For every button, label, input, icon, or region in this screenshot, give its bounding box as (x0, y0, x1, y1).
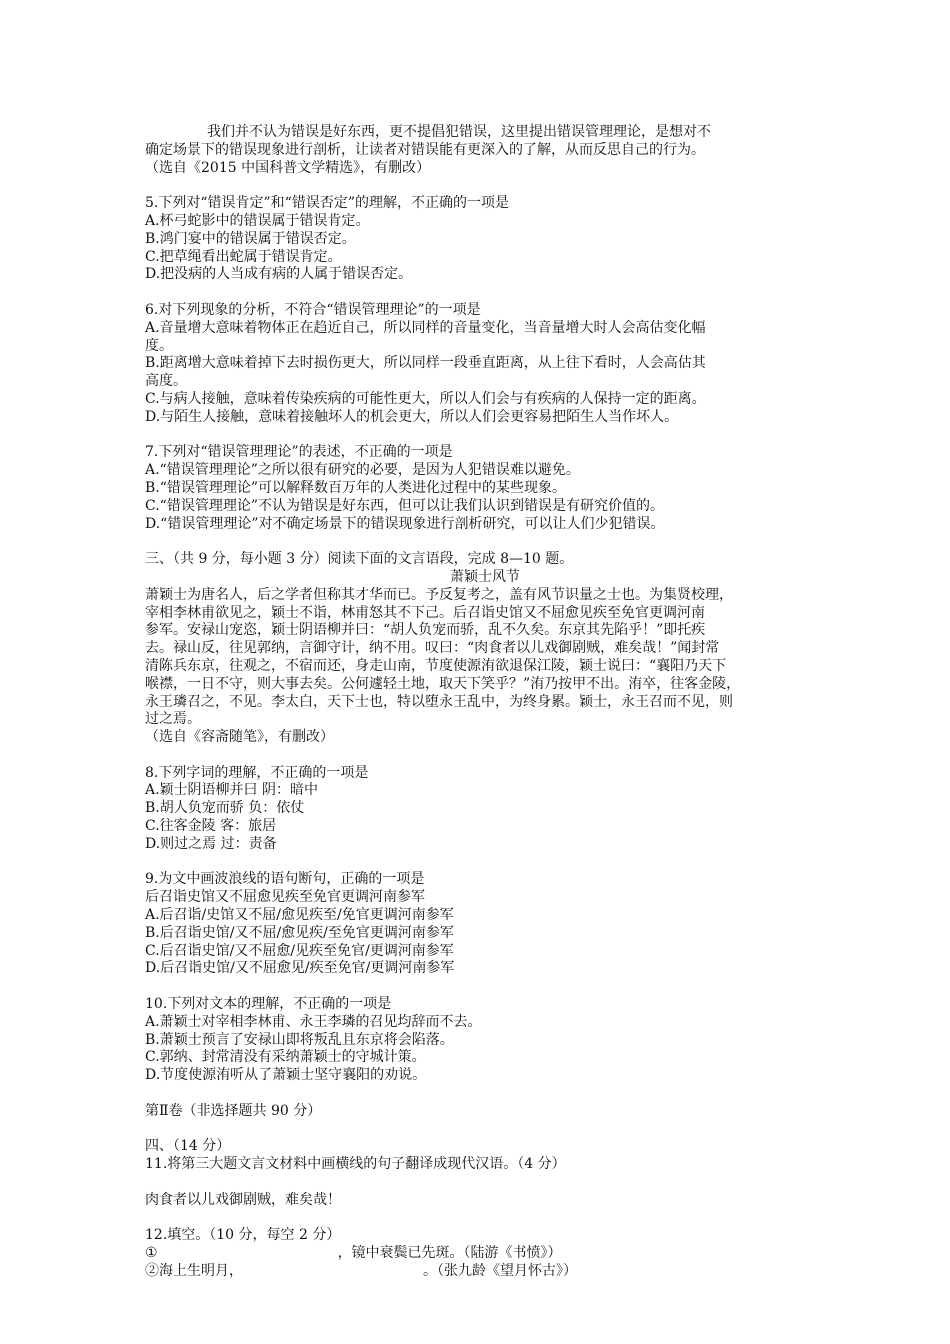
part-2-header: 第Ⅱ卷（非选择题共 90 分） (145, 1102, 322, 1119)
question-8 (145, 765, 825, 854)
item-text: ，镜中衰鬓已先斑。（陆游《书愤》） (337, 1245, 562, 1262)
section-3 (145, 551, 825, 747)
question-stem: 6.对下列现象的分析，不符合“错误管理理论”的一项是 (145, 301, 481, 318)
question-5 (145, 195, 825, 284)
question-stem: 7.下列对“错误管理理论”的表述，不正确的一项是 (145, 444, 453, 461)
item-text: 。（张九龄《望月怀古》） (423, 1263, 577, 1279)
option-b: B.萧颖士预言了安禄山即将叛乱且东京将会陷落。 (145, 1031, 454, 1048)
classical-text-line: 永王璘召之，不见。李太白，天下士也，特以堕永王乱中，为终身累。颖士，永王召而不见，则 (145, 693, 733, 710)
section-header: 四、（14 分） (145, 1138, 231, 1155)
option-b: B.胡人负宠而骄 负：依仗 (145, 800, 305, 817)
classical-text-line: 参军。安禄山宠恣，颖士阴语柳并曰：“胡人负宠而骄，乱不久矣。东京其先陷乎！”即托疾 (145, 622, 706, 639)
classical-text-line: 喉襟，一日不守，则大事去矣。公何遽轻土地，取天下笑乎？”洧乃按甲不出。洧卒，往客金陵， (145, 675, 741, 692)
question-6 (145, 302, 825, 427)
document-content (145, 124, 825, 1281)
option-a: A.后召诣/史馆又不屈/愈见疾至/免官更调河南参军 (145, 907, 454, 924)
question-11-sentence: 肉食者以儿戏御剧贼，难矣哉！ (145, 1191, 341, 1208)
option-a: A.音量增大意味着物体正在趋近自己，所以同样的音量变化，当音量增大时人会高估变化幅 (145, 319, 706, 336)
classical-text-line: 清陈兵东京，往观之，不宿而还，身走山南，节度使源洧欲退保江陵，颖士说曰：“襄阳乃天下 (145, 657, 727, 674)
option-a: A.“错误管理理论”之所以很有研究的必要，是因为人犯错误难以避免。 (145, 462, 580, 479)
option-d: D.把没病的人当成有病的人属于错误否定。 (145, 266, 413, 283)
passage-line: 我们并不认为错误是好东西，更不提倡犯错误，这里提出错误管理理论，是想对不 (207, 124, 711, 140)
question-stem: 8.下列字词的理解，不正确的一项是 (145, 764, 369, 781)
option-c: C.与病人接触，意味着传染疾病的可能性更大，所以人们会与有疾病的人保持一定的距离。 (145, 390, 706, 407)
passage-title: 萧颖士风节 (450, 568, 520, 585)
option-b-cont: 高度。 (145, 373, 187, 390)
passage-source: （选自《容斋随笔》，有删改） (145, 729, 334, 746)
option-b: B.后召诣史馆/又不屈/愈见疾/至免官更调河南参军 (145, 924, 454, 941)
option-d: D.与陌生人接触，意味着接触坏人的机会更大，所以人们会更容易把陌生人当作坏人。 (145, 408, 679, 425)
question-11-stem: 11.将第三大题文言文材料中画横线的句子翻译成现代汉语。（4 分） (145, 1156, 566, 1173)
option-a-cont: 度。 (145, 337, 173, 354)
option-d: D.后召诣史馆/又不屈愈见/疾至免官/更调河南参军 (145, 960, 455, 977)
option-a: A.萧颖士对宰相李林甫、永王李璘的召见均辞而不去。 (145, 1013, 482, 1030)
question-12-stem: 12.填空。（10 分，每空 2 分） (145, 1227, 341, 1244)
question-10 (145, 996, 825, 1085)
question-9 (145, 871, 825, 978)
classical-text-line: 萧颖士为唐名人，后之学者但称其才华而已。予反复考之，盖有风节识量之士也。为集贤校理， (145, 586, 733, 603)
passage-source: （选自《2015 中国科普文学精选》，有删改） (145, 159, 431, 176)
section-header: 三、（共 9 分，每小题 3 分）阅读下面的文言语段，完成 8—10 题。 (145, 551, 574, 568)
option-c: C.后召诣史馆/又不屈愈/见疾至免官/更调河南参军 (145, 942, 454, 959)
option-c: C.把草绳看出蛇属于错误肯定。 (145, 248, 342, 265)
option-d: D.则过之焉 过：责备 (145, 835, 277, 852)
option-c: C.往客金陵 客：旅居 (145, 818, 277, 835)
classical-text-line: 过之焉。 (145, 711, 201, 728)
item-number: ① (145, 1245, 158, 1262)
option-a: A.杯弓蛇影中的错误属于错误肯定。 (145, 212, 370, 229)
passage-line: 确定场景下的错误现象进行剖析，让读者对错误能有更深入的了解，从而反思自己的行为。 (145, 141, 705, 158)
question-sentence: 后召诣史馆又不屈愈见疾至免官更调河南参军 (145, 889, 425, 906)
section-4 (145, 1138, 825, 1280)
option-b: B.鸿门宴中的错误属于错误否定。 (145, 230, 356, 247)
option-c: C.郭纳、封常清没有采纳萧颖士的守城计策。 (145, 1049, 426, 1066)
question-stem: 10.下列对文本的理解，不正确的一项是 (145, 996, 392, 1013)
option-c: C.“错误管理理论”不认为错误是好东西，但可以让我们认识到错误是有研究价值的。 (145, 497, 664, 514)
question-stem: 9.为文中画波浪线的语句断句，正确的一项是 (145, 871, 425, 888)
classical-text-line: 去。禄山反，往见郭纳，言御守计，纳不用。叹曰：“肉食者以儿戏御剧贼，难矣哉！”闻封常 (145, 640, 720, 657)
option-d: D.“错误管理理论”对不确定场景下的错误现象进行剖析研究，可以让人们少犯错误。 (145, 515, 665, 532)
question-stem: 5.下列对“错误肯定”和“错误否定”的理解，不正确的一项是 (145, 195, 509, 212)
option-d: D.节度使源洧听从了萧颖士坚守襄阳的劝说。 (145, 1067, 427, 1084)
option-b: B.“错误管理理论”可以解释数百万年的人类进化过程中的某些现象。 (145, 479, 567, 496)
item-prefix: ②海上生明月， (145, 1263, 243, 1279)
classical-text-line: 宰相李林甫欲见之，颖士不诣，林甫怒其不下己。后召诣史馆又不屈愈见疾至免官更调河南 (145, 604, 705, 621)
option-b: B.距离增大意味着掉下去时损伤更大，所以同样一段垂直距离，从上往下看时，人会高估其 (145, 355, 706, 372)
option-a: A.颖士阴语柳并曰 阴：暗中 (145, 782, 319, 799)
question-7 (145, 444, 825, 533)
question-12-item-1 (145, 1245, 825, 1263)
question-12-item-2 (145, 1263, 825, 1281)
